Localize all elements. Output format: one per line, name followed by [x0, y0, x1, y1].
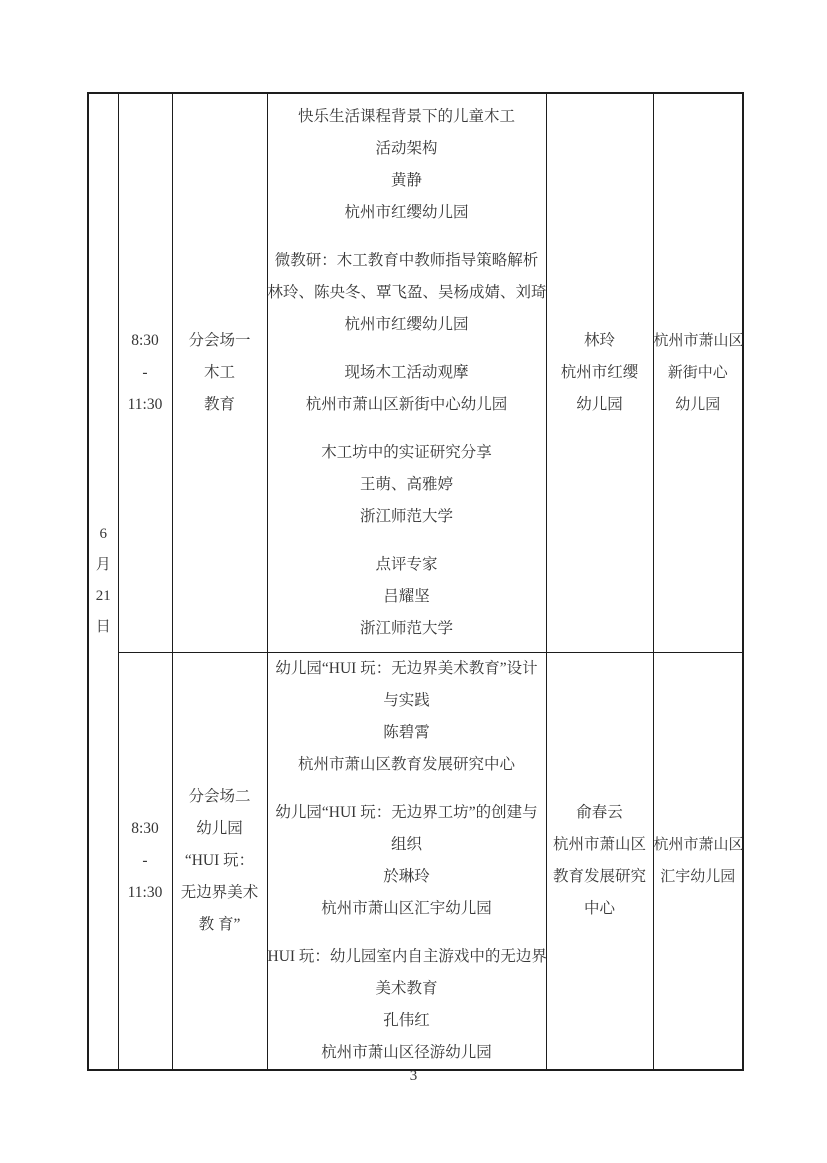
text-line: 与实践 [383, 691, 430, 709]
text-line: 杭州市红缨 [560, 363, 639, 381]
text-line: 教育发展研究 [552, 867, 646, 885]
text-line: 幼儿园 [675, 396, 721, 413]
text-line: 组织 [390, 835, 422, 853]
text-line: 杭州市红缨幼儿园 [344, 315, 469, 333]
text-line: 木工坊中的实证研究分享 [321, 443, 492, 461]
session-name-cell-session1 [172, 93, 267, 652]
host-cell-session1 [546, 93, 653, 652]
text-line: 无边界美术 [180, 883, 259, 901]
text-line: 教 育” [198, 915, 241, 933]
text-line: 孔伟红 [383, 1011, 430, 1029]
text-line: 汇宇幼儿园 [660, 868, 736, 885]
text-line: 浙江师范大学 [359, 507, 453, 525]
text-line: 分会场二 [188, 787, 251, 805]
text-line: 幼儿园“HUI 玩：无边界工坊”的创建与 [275, 803, 538, 821]
blank-line [268, 781, 546, 797]
blank-line [268, 533, 546, 549]
location-cell-session2 [653, 652, 743, 1070]
location-cell-session1 [653, 93, 743, 652]
text-line: 俞春云 [576, 803, 623, 821]
text-line: 杭州市萧山区 [653, 836, 744, 853]
text-line: 吕耀坚 [383, 587, 430, 605]
text-line: 21 [95, 588, 111, 605]
date-cell [88, 93, 118, 1070]
text-line: 杭州市萧山区教育发展研究中心 [297, 755, 515, 773]
content-cell-session1 [267, 93, 546, 652]
text-line: 木工 [203, 363, 235, 381]
text-line: 幼儿园“HUI 玩：无边界美术教育”设计 [275, 659, 538, 677]
text-line: 6 [99, 526, 107, 543]
text-line: 杭州市红缨幼儿园 [344, 203, 469, 221]
page-number: 3 [409, 1068, 418, 1084]
text-line: 11:30 [127, 883, 163, 901]
text-line: 杭州市萧山区 [653, 332, 744, 349]
table-row-session1 [88, 93, 743, 652]
text-line: 点评专家 [375, 555, 438, 573]
text-line: 中心 [583, 899, 615, 917]
text-line: 快乐生活课程背景下的儿童木工 [297, 107, 515, 125]
content-cell-session2 [267, 652, 546, 1070]
table-row-session2 [88, 652, 743, 1070]
blank-line [268, 229, 546, 245]
text-line: 美术教育 [375, 979, 438, 997]
text-line: 林玲 [583, 331, 615, 349]
text-line: - [142, 363, 148, 381]
blank-line [268, 341, 546, 357]
text-line: 幼儿园 [196, 819, 243, 837]
text-line: 11:30 [127, 395, 163, 413]
text-line: 黄静 [390, 171, 422, 189]
text-line: 日 [95, 619, 111, 636]
text-line: 杭州市萧山区径游幼儿园 [321, 1043, 492, 1061]
text-line: 月 [95, 557, 111, 574]
text-line: 幼儿园 [576, 395, 623, 413]
text-line: 杭州市萧山区新街中心幼儿园 [305, 395, 508, 413]
text-line: 8:30 [131, 819, 159, 837]
text-line: 杭州市萧山区 [552, 835, 646, 853]
text-line: 林玲、陈央冬、覃飞盈、吴杨成婧、刘琦 [267, 283, 547, 301]
text-line: 杭州市萧山区汇宇幼儿园 [321, 899, 492, 917]
text-line: 微教研：木工教育中教师指导策略解析 [274, 251, 539, 269]
text-line: 活动架构 [375, 139, 438, 157]
text-line: HUI 玩：幼儿园室内自主游戏中的无边界 [267, 947, 547, 965]
text-line: 教育 [203, 395, 235, 413]
text-line: 於琳玲 [383, 867, 430, 885]
session-name-cell-session2 [172, 652, 267, 1070]
blank-line [268, 925, 546, 941]
host-cell-session2 [546, 652, 653, 1070]
text-line: 分会场一 [188, 331, 251, 349]
text-line: - [142, 851, 148, 869]
text-line: 浙江师范大学 [359, 619, 453, 637]
text-line: 陈碧霄 [383, 723, 430, 741]
text-line: “HUI 玩： [184, 851, 255, 869]
text-line: 现场木工活动观摩 [344, 363, 469, 381]
text-line: 王萌、高雅婷 [359, 475, 453, 493]
text-line: 8:30 [131, 331, 159, 349]
text-line: 新街中心 [667, 364, 728, 381]
blank-line [268, 421, 546, 437]
schedule-table [87, 92, 744, 1071]
time-cell-session2 [118, 652, 172, 1070]
time-cell-session1 [118, 93, 172, 652]
